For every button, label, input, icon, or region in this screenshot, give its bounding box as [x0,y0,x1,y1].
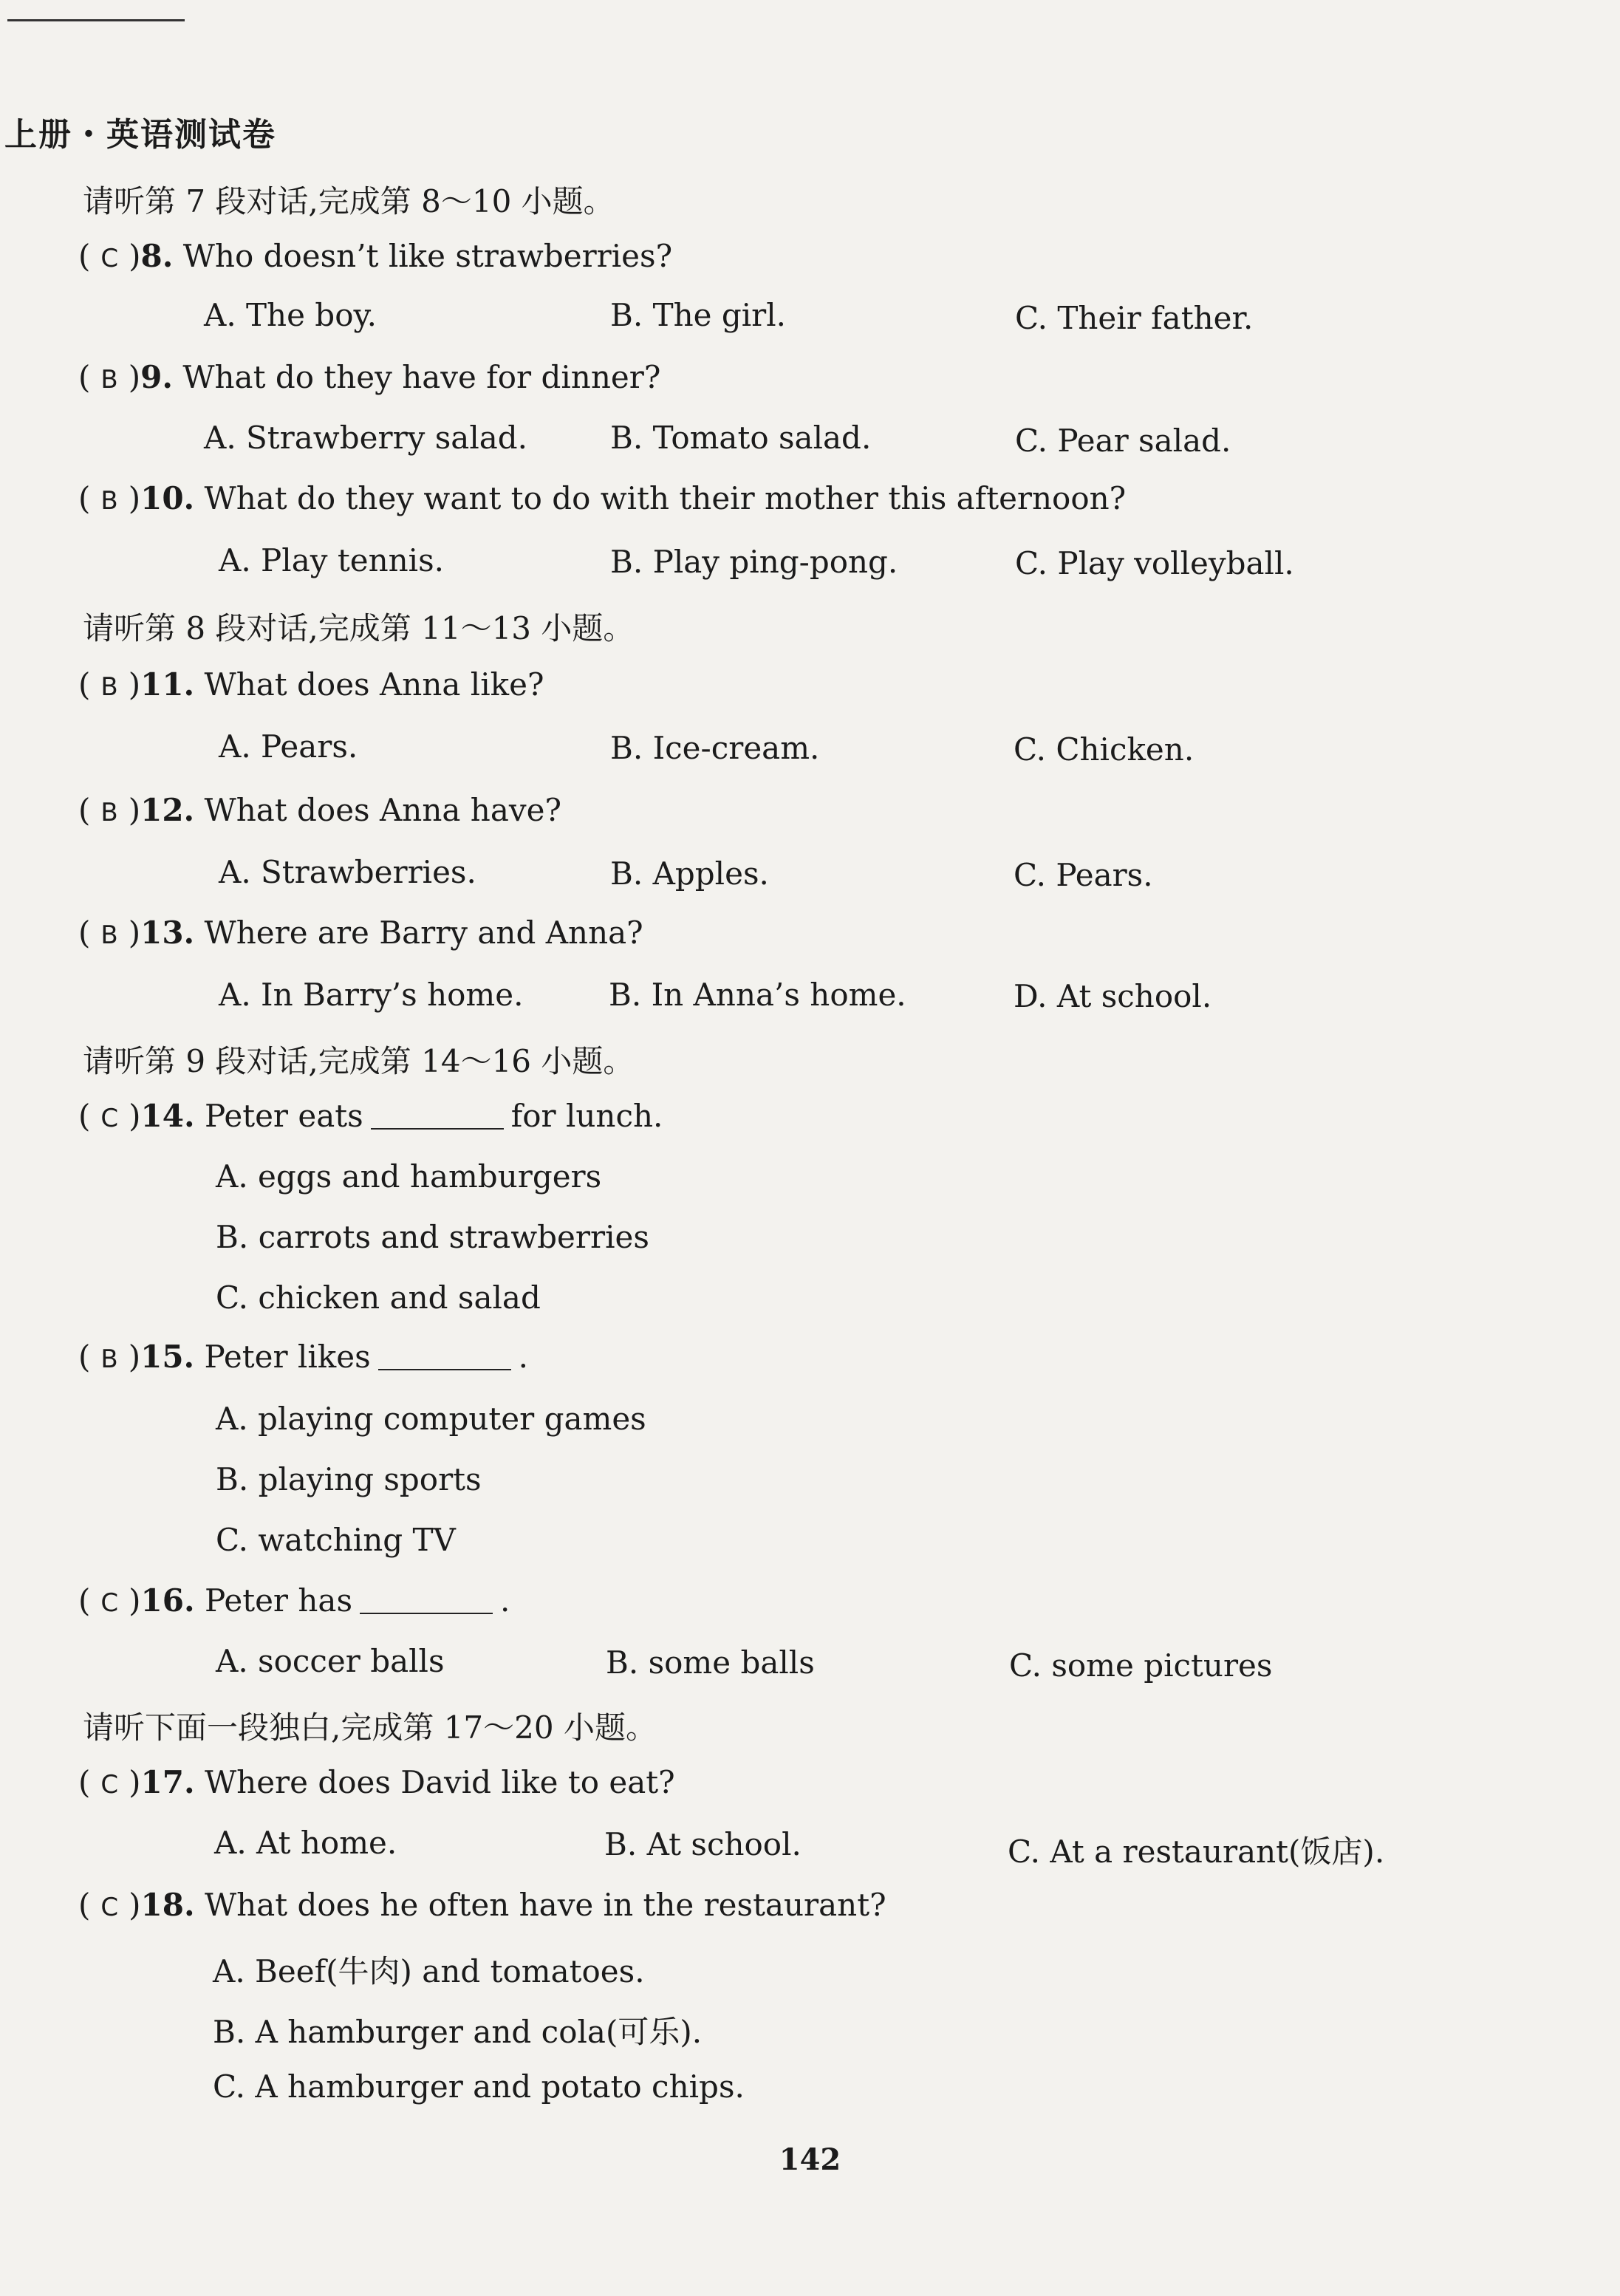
option-b: B. some balls [606,1644,815,1681]
option-b: B. Play ping-pong. [610,544,898,580]
page-header: 上册・英语测试卷 [4,116,276,154]
answer-mark: B [100,920,118,950]
question-text: Peter likes [204,1339,371,1375]
option-b: B. playing sports [216,1461,482,1497]
question-16: ( C )16. Peter has . [78,1582,510,1619]
answer-mark: C [100,1588,119,1618]
option-a: A. Play tennis. [219,542,445,578]
answer-mark: B [100,365,118,394]
option-b: B. Ice-cream. [610,730,820,766]
option-a: A. The boy. [204,297,377,333]
question-14: ( C )14. Peter eats for lunch. [78,1098,663,1134]
question-11: ( B )11. What does Anna like? [78,666,544,703]
option-a: A. eggs and hamburgers [216,1158,602,1195]
option-a: A. At home. [214,1825,397,1861]
answer-blank [371,1099,504,1130]
option-b: B. Apples. [610,855,769,892]
question-text: Peter eats [204,1098,363,1134]
option-b: B. The girl. [610,297,787,333]
question-text: Who doesn’t like strawberries? [182,238,673,274]
question-number: 8. [140,238,174,274]
answer-mark: B [100,486,118,516]
answer-mark: C [100,1893,119,1922]
question-text: Peter has [204,1582,353,1619]
option-c: C. Their father. [1015,300,1254,336]
question-text: What does Anna like? [204,666,544,703]
question-number: 17. [140,1764,195,1800]
answer-mark: B [100,672,118,702]
question-number: 14. [140,1098,195,1134]
option-b: B. Tomato salad. [610,420,872,456]
option-c: D. At school. [1014,978,1212,1014]
answer-mark: C [100,1770,119,1800]
option-c: C. chicken and salad [216,1279,541,1316]
option-a: A. playing computer games [216,1401,646,1437]
section-instruction: 请听第 8 段对话,完成第 11～13 小题。 [83,610,635,646]
option-a: A. Strawberry salad. [204,420,528,456]
option-c: C. Chicken. [1014,731,1195,768]
answer-mark: C [100,244,119,273]
question-text-end: . [518,1339,529,1375]
option-b: B. At school. [604,1826,802,1862]
option-a: A. Beef(牛肉) and tomatoes. [213,1953,645,1989]
option-b: B. A hamburger and cola(可乐). [213,2014,703,2050]
answer-mark: B [100,798,118,827]
question-number: 12. [140,792,195,828]
option-a: A. soccer balls [216,1643,445,1679]
question-number: 10. [140,480,195,516]
question-number: 13. [140,915,195,951]
question-number: 9. [140,359,173,395]
section-instruction: 请听第 7 段对话,完成第 8～10 小题。 [83,183,615,219]
question-text: What do they have for dinner? [182,359,661,395]
question-number: 11. [140,666,195,703]
page-number: 142 [779,2142,841,2177]
question-18: ( C )18. What does he often have in the restaurant? [78,1887,886,1923]
question-13: ( B )13. Where are Barry and Anna? [78,915,643,951]
option-c: C. watching TV [216,1522,456,1558]
question-8: ( C )8. Who doesn’t like strawberries? [78,238,673,274]
answer-mark: C [100,1104,119,1133]
answer-blank [360,1583,493,1614]
option-c: C. At a restaurant(饭店). [1008,1834,1385,1870]
question-15: ( B )15. Peter likes . [78,1339,529,1375]
question-9: ( B )9. What do they have for dinner? [78,359,661,395]
question-text: What does Anna have? [204,792,561,828]
answer-blank [378,1339,511,1370]
question-number: 16. [140,1582,195,1619]
option-c: C. Pear salad. [1015,423,1231,459]
question-17: ( C )17. Where does David like to eat? [78,1764,675,1800]
question-text: What do they want to do with their mother this afternoon? [204,480,1127,516]
option-a: A. Strawberries. [219,854,476,890]
answer-mark: B [100,1345,118,1374]
question-12: ( B )12. What does Anna have? [78,792,561,828]
question-text: Where does David like to eat? [204,1764,675,1800]
option-c: C. some pictures [1009,1647,1273,1684]
option-c: C. Pears. [1014,857,1153,893]
option-b: B. In Anna’s home. [609,977,906,1013]
question-number: 15. [140,1339,195,1375]
option-b: B. carrots and strawberries [216,1219,649,1255]
option-a: A. Pears. [219,728,358,765]
question-number: 18. [140,1887,195,1923]
question-10: ( B )10. What do they want to do with their mother this afternoon? [78,480,1127,516]
option-a: A. In Barry’s home. [219,977,524,1013]
question-text-end: for lunch. [510,1098,663,1134]
section-instruction: 请听下面一段独白,完成第 17～20 小题。 [83,1709,657,1746]
option-c: C. Play volleyball. [1015,545,1294,581]
question-text: Where are Barry and Anna? [204,915,643,951]
question-text-end: . [500,1582,510,1619]
question-text: What does he often have in the restaurant? [204,1887,886,1923]
option-c: C. A hamburger and potato chips. [213,2068,745,2105]
section-instruction: 请听第 9 段对话,完成第 14～16 小题。 [83,1043,635,1079]
